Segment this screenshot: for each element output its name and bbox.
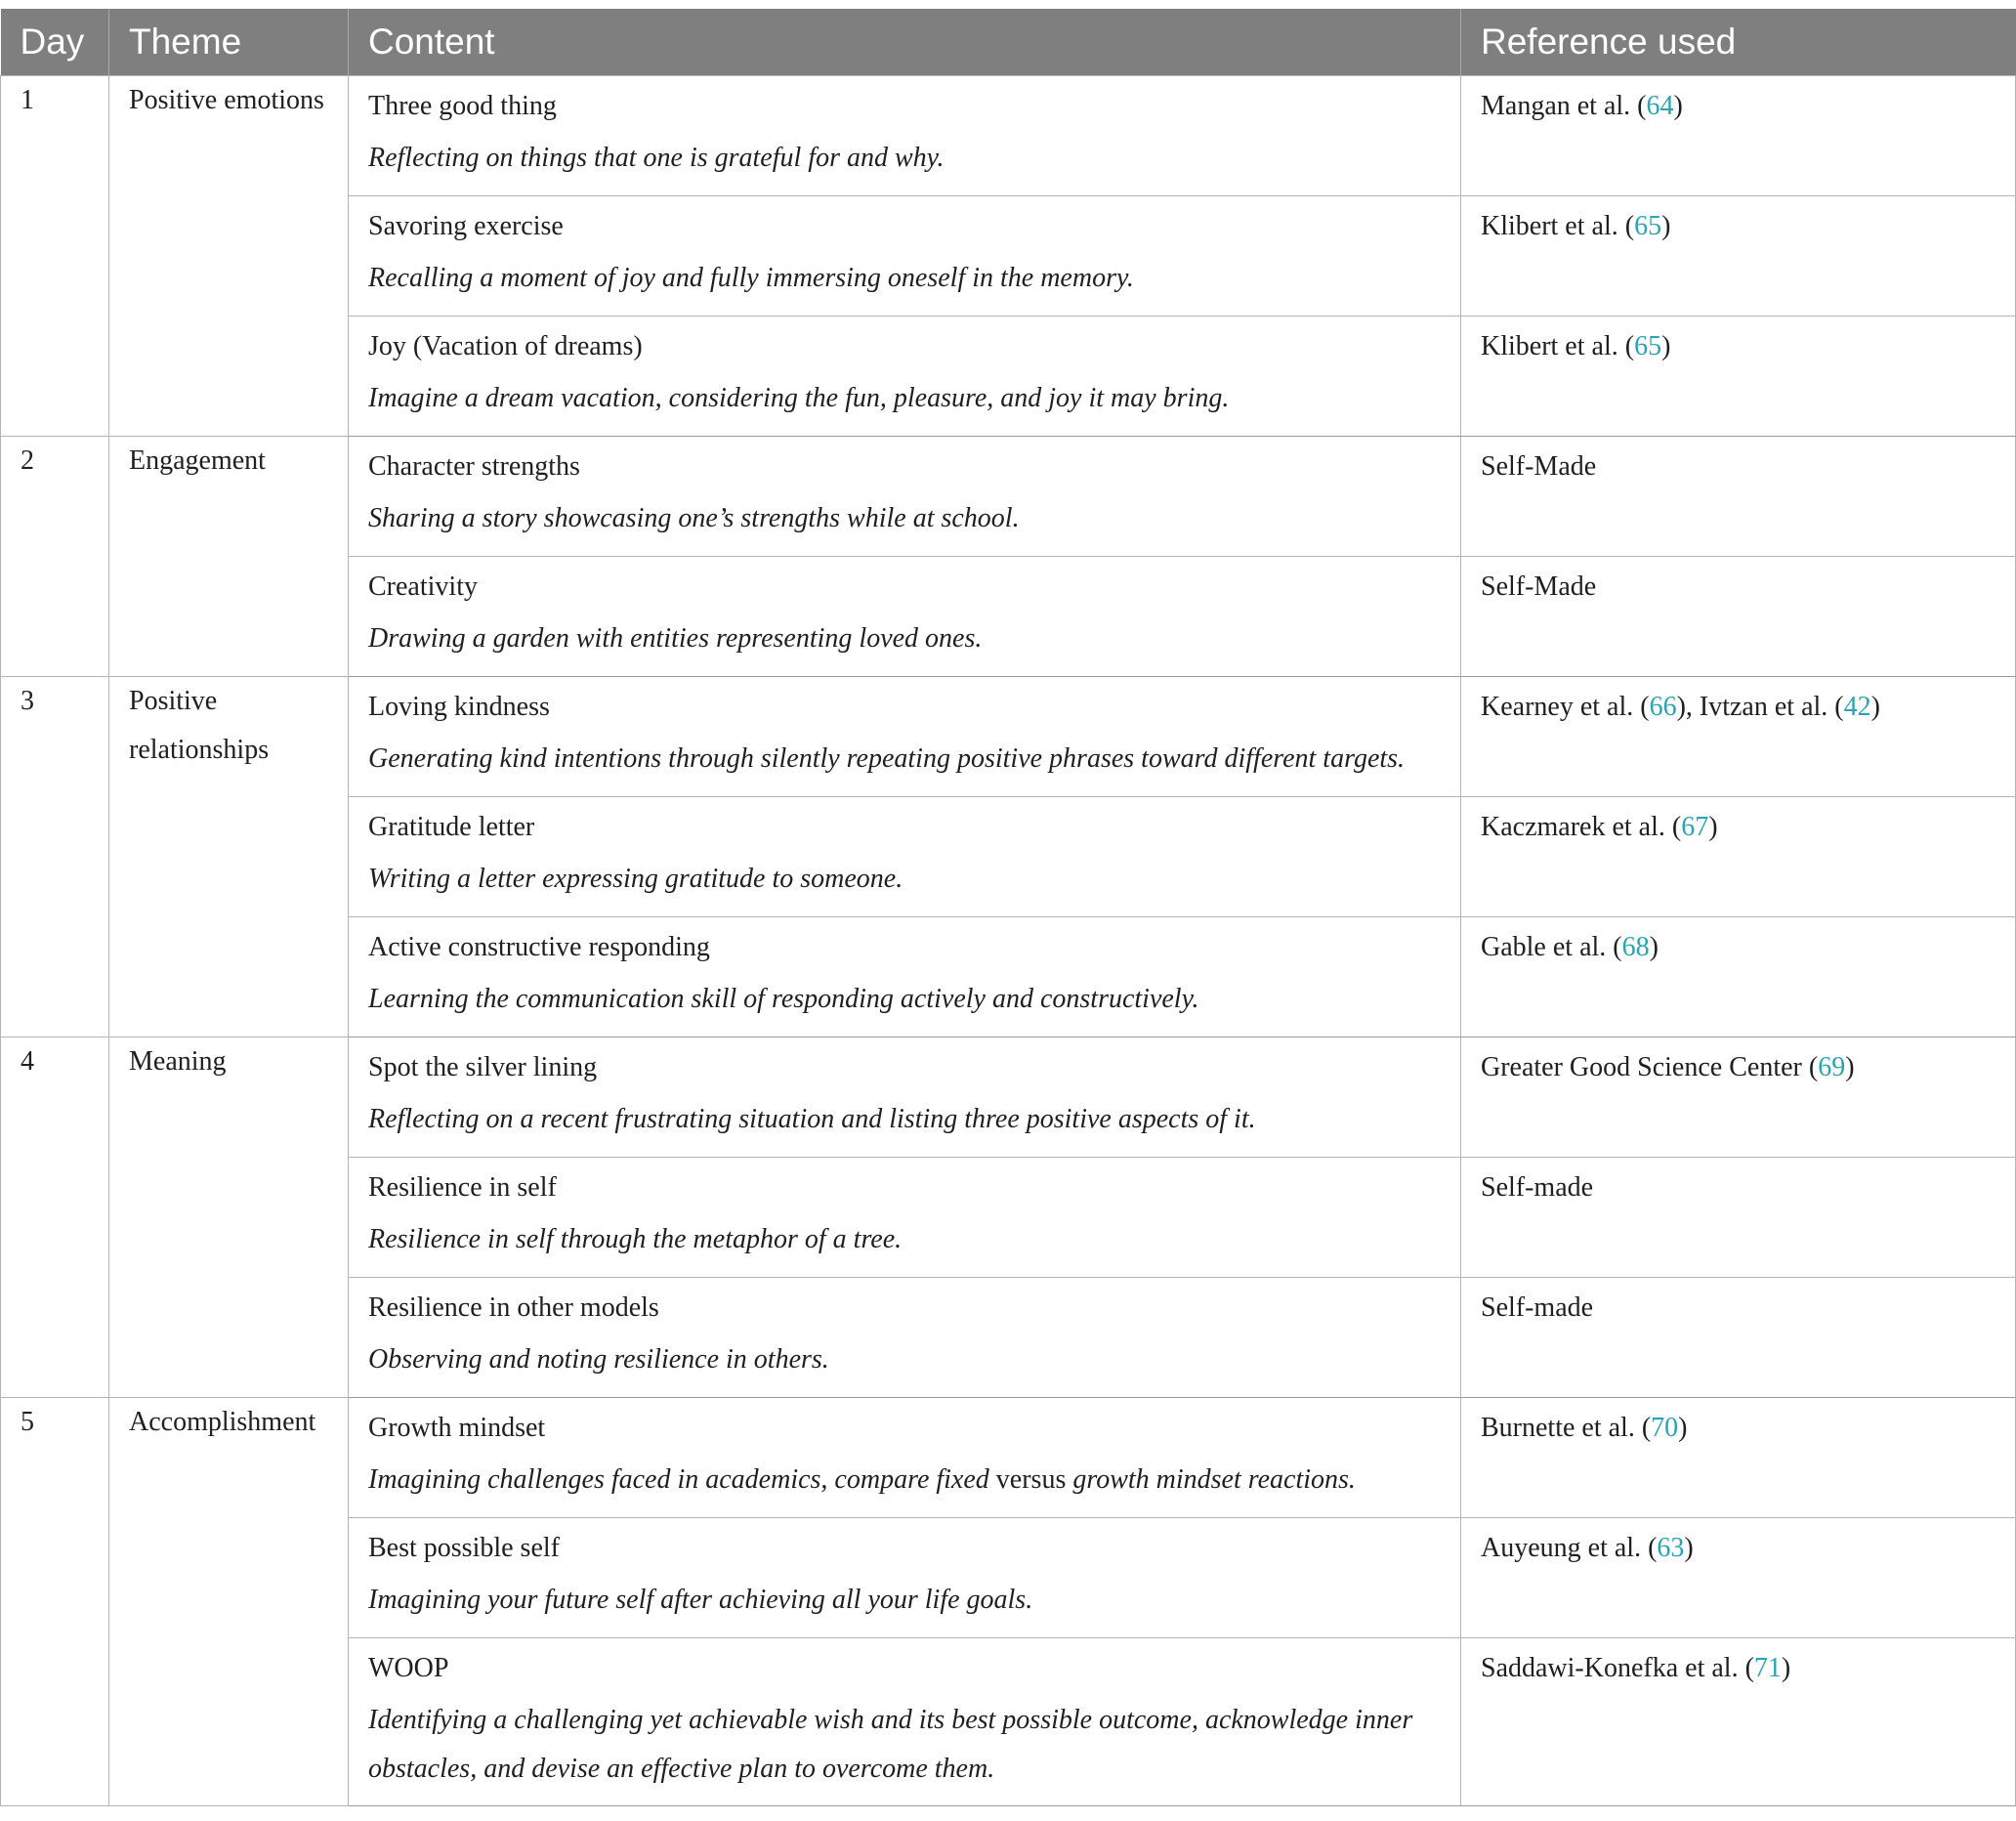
content-cell xyxy=(349,1637,1461,1805)
content-cell xyxy=(349,1277,1461,1397)
content-cell xyxy=(349,1517,1461,1637)
activity-description: Resilience in self through the metaphor of a tree. xyxy=(368,1223,903,1254)
reference-fragment: Self-made xyxy=(1481,1171,1594,1203)
citation-link[interactable]: 70 xyxy=(1651,1412,1679,1443)
reference-fragment: Klibert et al. ( xyxy=(1481,210,1635,241)
reference-cell xyxy=(1461,75,2016,195)
reference-fragment: ) xyxy=(1684,1532,1694,1563)
reference-cell xyxy=(1461,195,2016,316)
content-cell xyxy=(349,796,1461,916)
reference-fragment: Burnette et al. ( xyxy=(1481,1412,1652,1443)
reference-text xyxy=(1481,1158,1995,1218)
header-theme: Theme xyxy=(109,9,349,75)
content-cell xyxy=(349,195,1461,316)
day-cell: 1 xyxy=(1,75,109,436)
reference-cell xyxy=(1461,1157,2016,1277)
activity-title: Three good thing xyxy=(368,90,557,121)
reference-text xyxy=(1481,797,1995,858)
activity-title: Resilience in other models xyxy=(368,1292,659,1323)
theme-cell: Engagement xyxy=(109,436,349,676)
reference-fragment: Self-Made xyxy=(1481,450,1597,482)
activity-title: Creativity xyxy=(368,571,478,602)
citation-link[interactable]: 67 xyxy=(1681,811,1709,842)
reference-cell xyxy=(1461,676,2016,796)
content-cell xyxy=(349,676,1461,796)
table-row xyxy=(1,75,2016,195)
activity-title: Best possible self xyxy=(368,1532,560,1563)
content-cell xyxy=(349,556,1461,676)
content-cell xyxy=(349,75,1461,195)
reference-text xyxy=(1481,317,1995,377)
content-cell xyxy=(349,1037,1461,1157)
reference-cell xyxy=(1461,916,2016,1037)
reference-text xyxy=(1481,917,1995,978)
reference-cell xyxy=(1461,1397,2016,1517)
reference-fragment: Self-made xyxy=(1481,1292,1594,1323)
citation-link[interactable]: 68 xyxy=(1621,931,1650,962)
content-cell xyxy=(349,1157,1461,1277)
activity-description: Generating kind intentions through silently repeating positive phrases toward different targets. xyxy=(368,742,1406,774)
theme-cell: Positive relationships xyxy=(109,676,349,1037)
reference-fragment: Klibert et al. ( xyxy=(1481,330,1635,361)
table-header xyxy=(1,9,2016,75)
reference-fragment: ) xyxy=(1673,90,1683,121)
reference-cell xyxy=(1461,1637,2016,1805)
activity-title: Joy (Vacation of dreams) xyxy=(368,330,643,361)
reference-text xyxy=(1481,76,1995,137)
activity-title: Loving kindness xyxy=(368,691,550,722)
citation-link[interactable]: 71 xyxy=(1753,1652,1782,1683)
day-cell: 5 xyxy=(1,1397,109,1805)
activity-title: Resilience in self xyxy=(368,1171,557,1203)
activity-title: Savoring exercise xyxy=(368,210,564,241)
day-cell: 4 xyxy=(1,1037,109,1397)
header-row xyxy=(1,9,2016,75)
activity-description: Reflecting on a recent frustrating situation and listing three positive aspects of it. xyxy=(368,1103,1256,1134)
activity-title: Spot the silver lining xyxy=(368,1051,598,1082)
intervention-table xyxy=(0,9,2016,1806)
activity-title: Gratitude letter xyxy=(368,811,535,842)
reference-cell xyxy=(1461,316,2016,436)
table-row xyxy=(1,676,2016,796)
citation-link[interactable]: 42 xyxy=(1843,691,1871,722)
reference-text xyxy=(1481,1038,1995,1098)
content-cell xyxy=(349,916,1461,1037)
activity-description xyxy=(368,1456,1441,1504)
reference-text xyxy=(1481,196,1995,257)
activity-description: Sharing a story showcasing one’s strengths while at school. xyxy=(368,502,1020,533)
reference-fragment: ) xyxy=(1781,1652,1791,1683)
description-fragment: Imagining challenges faced in academics, compare fixed xyxy=(368,1463,996,1495)
reference-text xyxy=(1481,1278,1995,1338)
table-row xyxy=(1,1397,2016,1517)
activity-description: Imagining your future self after achieving all your life goals. xyxy=(368,1584,1033,1615)
reference-fragment: Kearney et al. ( xyxy=(1481,691,1650,722)
activity-description: Imagine a dream vacation, considering the fun, pleasure, and joy it may bring. xyxy=(368,382,1230,413)
reference-fragment: ) xyxy=(1708,811,1718,842)
theme-cell: Accomplishment xyxy=(109,1397,349,1805)
day-cell: 2 xyxy=(1,436,109,676)
citation-link[interactable]: 69 xyxy=(1818,1051,1846,1082)
day-cell: 3 xyxy=(1,676,109,1037)
reference-fragment: ) xyxy=(1661,330,1671,361)
activity-title: Growth mindset xyxy=(368,1412,546,1443)
citation-link[interactable]: 66 xyxy=(1649,691,1677,722)
theme-cell: Positive emotions xyxy=(109,75,349,436)
reference-fragment: ) xyxy=(1845,1051,1855,1082)
activity-description: Reflecting on things that one is grateful for and why. xyxy=(368,142,945,173)
citation-link[interactable]: 65 xyxy=(1634,330,1662,361)
reference-fragment: Kaczmarek et al. ( xyxy=(1481,811,1682,842)
header-day: Day xyxy=(1,9,109,75)
reference-fragment: Self-Made xyxy=(1481,571,1597,602)
description-fragment: versus xyxy=(995,1463,1067,1495)
activity-description: Observing and noting resilience in others. xyxy=(368,1343,829,1375)
content-cell xyxy=(349,436,1461,556)
reference-text xyxy=(1481,437,1995,497)
reference-cell xyxy=(1461,796,2016,916)
citation-link[interactable]: 63 xyxy=(1657,1532,1685,1563)
activity-description: Writing a letter expressing gratitude to someone. xyxy=(368,863,903,894)
reference-fragment: ) xyxy=(1678,1412,1688,1443)
reference-text xyxy=(1481,1398,1995,1459)
reference-cell xyxy=(1461,1037,2016,1157)
reference-cell xyxy=(1461,1517,2016,1637)
activity-title: WOOP xyxy=(368,1652,449,1683)
reference-fragment: Mangan et al. ( xyxy=(1481,90,1647,121)
reference-text xyxy=(1481,557,1995,617)
reference-text xyxy=(1481,677,1995,738)
reference-text xyxy=(1481,1638,1995,1699)
activity-title: Character strengths xyxy=(368,450,580,482)
description-fragment: growth mindset reactions. xyxy=(1066,1463,1356,1495)
reference-fragment: Greater Good Science Center ( xyxy=(1481,1051,1819,1082)
reference-fragment: ) xyxy=(1870,691,1880,722)
reference-fragment: Saddawi-Konefka et al. ( xyxy=(1481,1652,1754,1683)
content-cell xyxy=(349,316,1461,436)
theme-cell: Meaning xyxy=(109,1037,349,1397)
activity-description: Learning the communication skill of responding actively and constructively. xyxy=(368,983,1199,1014)
activity-description: Identifying a challenging yet achievable wish and its best possible outcome, acknowledge inner obstacles, and devise an effective plan to overcome them. xyxy=(368,1704,1413,1784)
reference-fragment: ) xyxy=(1649,931,1659,962)
reference-fragment: Gable et al. ( xyxy=(1481,931,1622,962)
activity-title: Active constructive responding xyxy=(368,931,710,962)
citation-link[interactable]: 64 xyxy=(1646,90,1674,121)
reference-text xyxy=(1481,1518,1995,1579)
citation-link[interactable]: 65 xyxy=(1634,210,1662,241)
table-row xyxy=(1,436,2016,556)
header-content: Content xyxy=(349,9,1461,75)
reference-cell xyxy=(1461,436,2016,556)
activity-description: Drawing a garden with entities representing loved ones. xyxy=(368,622,983,654)
reference-fragment: ) xyxy=(1661,210,1671,241)
activity-description: Recalling a moment of joy and fully immersing oneself in the memory. xyxy=(368,262,1134,293)
table-row xyxy=(1,1037,2016,1157)
reference-cell xyxy=(1461,1277,2016,1397)
reference-fragment: ), Ivtzan et al. ( xyxy=(1676,691,1844,722)
table-body xyxy=(1,75,2016,1805)
header-reference: Reference used xyxy=(1461,9,2016,75)
content-cell xyxy=(349,1397,1461,1517)
reference-cell xyxy=(1461,556,2016,676)
reference-fragment: Auyeung et al. ( xyxy=(1481,1532,1658,1563)
